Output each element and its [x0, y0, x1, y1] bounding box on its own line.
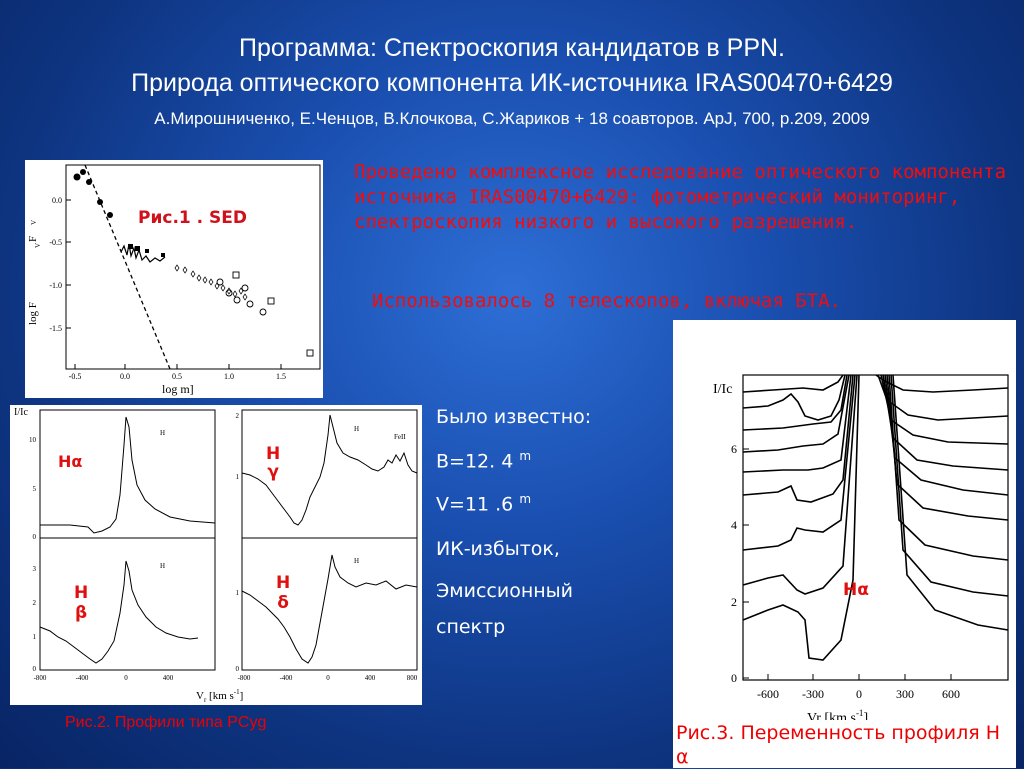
x-tick: 400: [162, 674, 174, 682]
x-axis-label: log m]: [162, 382, 194, 396]
h-gamma-label: [266, 445, 280, 481]
v-sup: m: [519, 492, 532, 506]
x-tick: 800: [406, 674, 418, 682]
x-axis-sub: r: [203, 696, 207, 704]
ir-excess: ИК-избыток,: [436, 538, 560, 560]
x-tick: 0: [856, 687, 862, 701]
panel-h-label: H: [160, 429, 166, 437]
x-tick: 400: [364, 674, 376, 682]
figure-1-label: Рис.1 . SED: [138, 208, 247, 228]
y-axis-label-sub: V: [34, 242, 42, 248]
x-tick: 0: [124, 674, 128, 682]
y-axis-label: I/Ic: [713, 382, 733, 397]
y-axis-label: log F: [27, 302, 39, 325]
y-tick: 2: [32, 599, 36, 607]
x-axis-label: Vr [km s: [807, 711, 856, 720]
sed-plot: [25, 160, 323, 398]
y-tick: 1: [235, 473, 239, 481]
b-magnitude: [436, 449, 531, 472]
y-tick: 0: [32, 533, 36, 541]
y-tick: 2: [235, 412, 239, 420]
title-line-1: Программа: Спектроскопия кандидатов в PPN.: [238, 34, 786, 62]
y-tick: 5: [32, 485, 36, 493]
summary-telescopes: Использовалось 8 телескопов, включая БТА.: [372, 290, 841, 312]
x-tick: -800: [33, 674, 47, 682]
y-tick: 4: [731, 518, 737, 532]
pcyg-profiles-plot: [10, 405, 422, 705]
svg-text:Vr [km s-1]: [196, 688, 243, 704]
y-tick: 0: [32, 665, 36, 673]
y-tick: 0: [731, 671, 737, 685]
figure-3-variability: [673, 320, 1016, 768]
halpha-variability-plot: [673, 320, 1016, 720]
x-tick: -600: [757, 687, 779, 701]
y-tick: 6: [731, 442, 737, 456]
y-tick: 2: [731, 595, 737, 609]
y-axis-label-sub2: V: [30, 219, 38, 225]
panel-h-label: H: [354, 425, 360, 433]
y-tick: 3: [32, 565, 36, 573]
known-heading: Было известно:: [436, 406, 592, 428]
x-tick: 1.0: [224, 372, 234, 381]
x-tick: -0.5: [68, 372, 82, 381]
x-tick: -800: [237, 674, 251, 682]
y-tick: -0.5: [49, 238, 62, 247]
authors-line: А.Мирошниченко, Е.Ченцов, В.Клочкова, С.Жариков + 18 соавторов. ApJ, 700, p.209, 2009: [154, 109, 870, 128]
figure-2-profiles: [10, 405, 422, 705]
y-tick: -1.0: [49, 281, 62, 290]
b-sup: m: [519, 449, 532, 463]
y-tick: 0.0: [52, 196, 62, 205]
svg-text:Vr [km s-1]: [807, 708, 868, 720]
x-axis-unit: [km s: [206, 690, 234, 702]
x-tick: 600: [942, 687, 960, 701]
x-tick: -400: [279, 674, 293, 682]
x-tick: -400: [75, 674, 89, 682]
x-tick: -300: [802, 687, 824, 701]
figure-2-caption: Рис.2. Профили типа PCyg: [65, 714, 267, 731]
summary-paragraph: Проведено комплексное исследование оптического компонента источника IRAS00470+6429: фотометрический мониторинг, спектроскопия низкого и высокого разрешения.: [354, 161, 1007, 233]
b-value: B=12. 4: [436, 450, 520, 473]
x-axis-end: ]: [239, 690, 244, 702]
x-tick: 0.0: [120, 372, 130, 381]
y-tick: 1: [235, 589, 239, 597]
figure-3-caption: Рис.3. Переменность профиля H α: [676, 722, 1001, 768]
title-line-2: Природа оптического компонента ИК-источника IRAS00470+6429: [131, 69, 893, 97]
x-tick: 0.5: [172, 372, 182, 381]
h-gamma-h: H: [266, 444, 281, 464]
feii-label: FeII: [394, 433, 406, 441]
y-tick: -1.5: [49, 324, 62, 333]
h-alpha-label: Hα: [58, 452, 83, 471]
x-axis-exp: -1: [855, 708, 864, 718]
h-delta-sym: δ: [277, 593, 289, 613]
x-axis-exp: -1: [233, 688, 240, 696]
x-tick: 0: [326, 674, 330, 682]
h-delta-h: H: [276, 573, 291, 593]
h-beta-label: [74, 583, 88, 623]
h-beta-sym: β: [75, 603, 88, 623]
y-tick: 1: [32, 633, 36, 641]
x-tick: 300: [896, 687, 914, 701]
panel-h-label: H: [160, 562, 166, 570]
y-tick: 10: [29, 436, 36, 444]
emission-line-2: спектр: [436, 616, 506, 638]
h-gamma-sym: γ: [267, 462, 279, 482]
x-axis-end: ]: [863, 711, 869, 720]
v-magnitude: [436, 492, 531, 515]
y-axis-label: I/Ic: [14, 407, 28, 418]
h-beta-h: H: [74, 583, 89, 603]
h-delta-label: [276, 573, 290, 613]
h-alpha-label: Hα: [843, 580, 869, 600]
panel-h-label: H: [354, 557, 360, 565]
figure-1-sed: [25, 160, 323, 398]
y-axis-label-f: F: [27, 235, 39, 242]
x-axis-label: V: [196, 690, 204, 702]
emission-line-1: Эмиссионный: [436, 580, 574, 602]
v-value: V=11 .6: [436, 493, 520, 516]
x-tick: 1.5: [276, 372, 286, 381]
y-tick: 0: [235, 665, 239, 673]
